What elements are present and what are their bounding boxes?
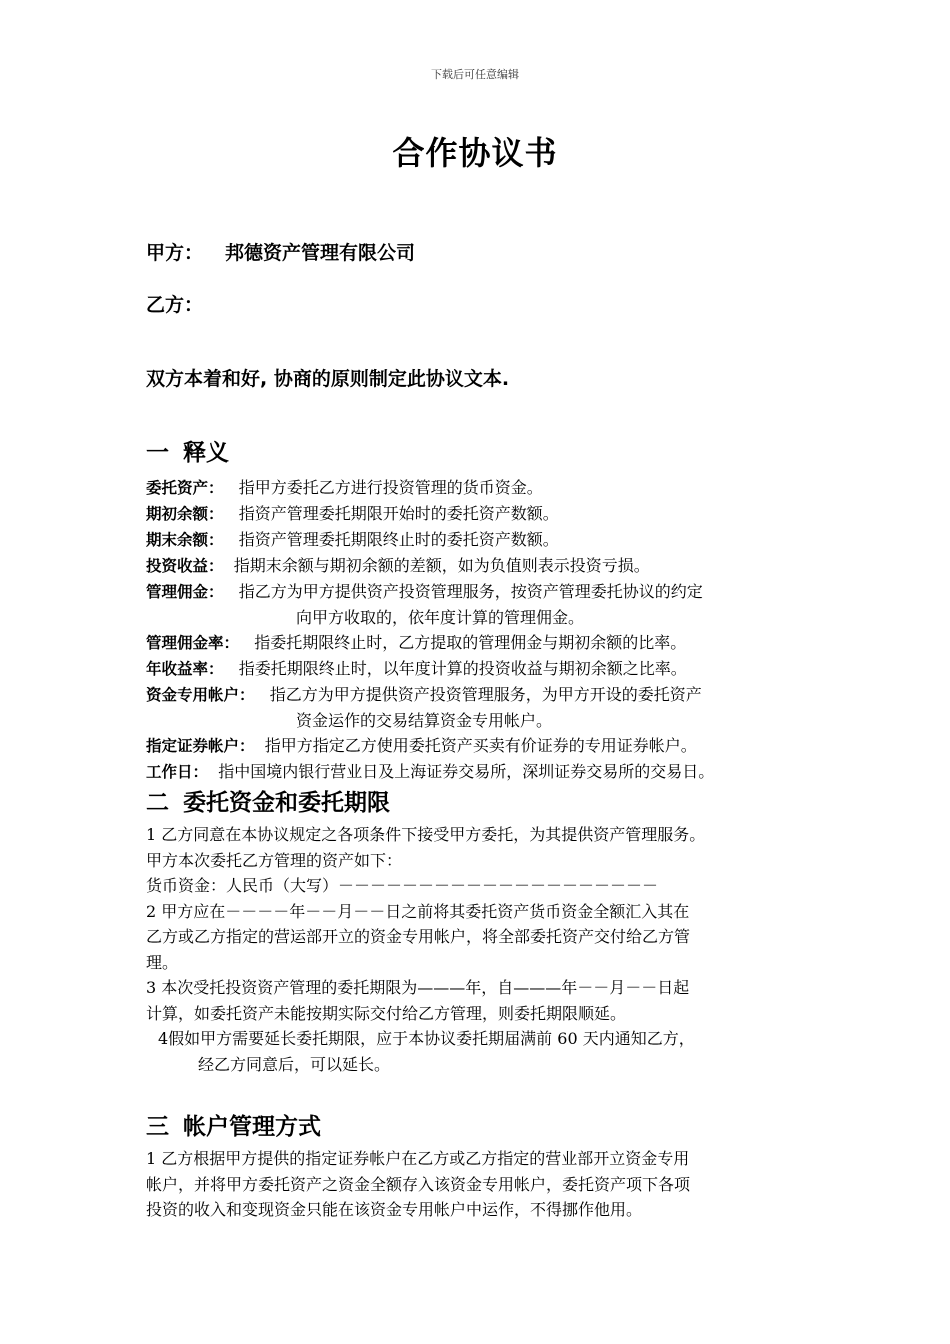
paragraph-line: 3 本次受托投资资产管理的委托期限为———年，自———年－－月－－日起 [146, 978, 690, 997]
definition-term: 管理佣金： [146, 583, 224, 601]
definition-term: 期末余额： [146, 531, 224, 549]
header-note: 下载后可任意编辑 [431, 68, 519, 81]
definition-text: 指甲方委托乙方进行投资管理的货币资金。 [238, 478, 543, 497]
paragraph-line: 投资的收入和变现资金只能在该资金专用帐户中运作，不得挪作他用。 [146, 1200, 643, 1219]
definition-text: 指委托期限终止时，乙方提取的管理佣金与期初余额的比率。 [254, 633, 687, 652]
paragraph-line: 理。 [146, 952, 179, 972]
definition-item [146, 501, 836, 527]
definition-item [146, 759, 836, 785]
definition-item [146, 553, 836, 579]
section-3-heading [146, 1108, 321, 1141]
section-3-number: 三 [146, 1114, 169, 1140]
definition-item [146, 527, 836, 553]
definition-term: 资金专用帐户： [146, 686, 255, 704]
definition-text: 指乙方为甲方提供资产投资管理服务，按资产管理委托协议的约定 [238, 582, 703, 601]
paragraph-line: 货币资金：人民币（大写）－－－－－－－－－－－－－－－－－－－－ [146, 876, 659, 895]
paragraph-line: 1 乙方同意在本协议规定之各项条件下接受甲方委托，为其提供资产管理服务。 [146, 825, 706, 844]
intro-statement: 双方本着和好, 协商的原则制定此协议文本. [146, 368, 510, 390]
section-2-title: 委托资金和委托期限 [183, 790, 390, 816]
definition-item [146, 733, 836, 759]
party-a-name: 邦德资产管理有限公司 [225, 242, 416, 264]
paragraph-line: 乙方或乙方指定的营运部开立的资金专用帐户，将全部委托资产交付给乙方管 [146, 927, 691, 946]
definition-item [146, 579, 836, 630]
definition-text: 指资产管理委托期限开始时的委托资产数额。 [238, 504, 559, 523]
section-2-body [146, 822, 836, 1077]
paragraph-line: 计算，如委托资产未能按期实际交付给乙方管理，则委托期限顺延。 [146, 1003, 627, 1023]
definition-term: 管理佣金率： [146, 634, 240, 652]
definition-term: 工作日： [146, 763, 209, 781]
section-3-title: 帐户管理方式 [183, 1114, 321, 1140]
section-1-heading [146, 434, 229, 467]
document-title: 合作协议书 [392, 134, 558, 172]
definition-term: 年收益率： [146, 660, 224, 678]
paragraph-line: 2 甲方应在－－－－年－－月－－日之前将其委托资产货币资金全额汇入其在 [146, 901, 690, 921]
party-b-line [146, 290, 203, 317]
section-1-title: 释义 [183, 440, 229, 466]
definition-text: 指委托期限终止时，以年度计算的投资收益与期初余额之比率。 [238, 659, 687, 678]
section-3-body [146, 1146, 836, 1223]
section-1-number: 一 [146, 440, 169, 466]
definition-item [146, 656, 836, 682]
definition-text: 指甲方指定乙方使用委托资产买卖有价证券的专用证券帐户。 [264, 736, 697, 755]
definition-item [146, 630, 836, 656]
definition-text: 指乙方为甲方提供资产投资管理服务，为甲方开设的委托资产 [269, 685, 702, 704]
paragraph-line: 4假如甲方需要延长委托期限，应于本协议委托期届满前 60 天内通知乙方， [158, 1029, 695, 1048]
section-2-number: 二 [146, 790, 169, 816]
definition-continuation: 资金运作的交易结算资金专用帐户。 [296, 711, 553, 730]
section-2-heading [146, 784, 390, 817]
party-a-line [146, 238, 415, 265]
paragraph-line: 1 乙方根据甲方提供的指定证券帐户在乙方或乙方指定的营业部开立资金专用 [146, 1149, 690, 1168]
definition-text: 指资产管理委托期限终止时的委托资产数额。 [238, 530, 559, 549]
definition-text: 指期末余额与期初余额的差额，如为负值则表示投资亏损。 [233, 556, 650, 575]
definition-term: 委托资产： [146, 479, 224, 497]
paragraph-line: 经乙方同意后，可以延长。 [198, 1054, 391, 1074]
party-b-label: 乙方： [146, 294, 204, 316]
party-a-label: 甲方： [146, 242, 204, 264]
definition-term: 期初余额： [146, 505, 224, 523]
definition-term: 投资收益： [146, 557, 224, 575]
definitions-list [146, 475, 836, 785]
paragraph-line: 帐户，并将甲方委托资产之资金全额存入该资金专用帐户，委托资产项下各项 [146, 1174, 691, 1194]
definition-text: 指中国境内银行营业日及上海证券交易所，深圳证券交易所的交易日。 [218, 762, 715, 781]
paragraph-line: 甲方本次委托乙方管理的资产如下： [146, 850, 403, 870]
definition-item [146, 682, 836, 733]
definition-item [146, 475, 836, 501]
definition-continuation: 向甲方收取的，依年度计算的管理佣金。 [296, 608, 585, 627]
definition-term: 指定证券帐户： [146, 737, 255, 755]
